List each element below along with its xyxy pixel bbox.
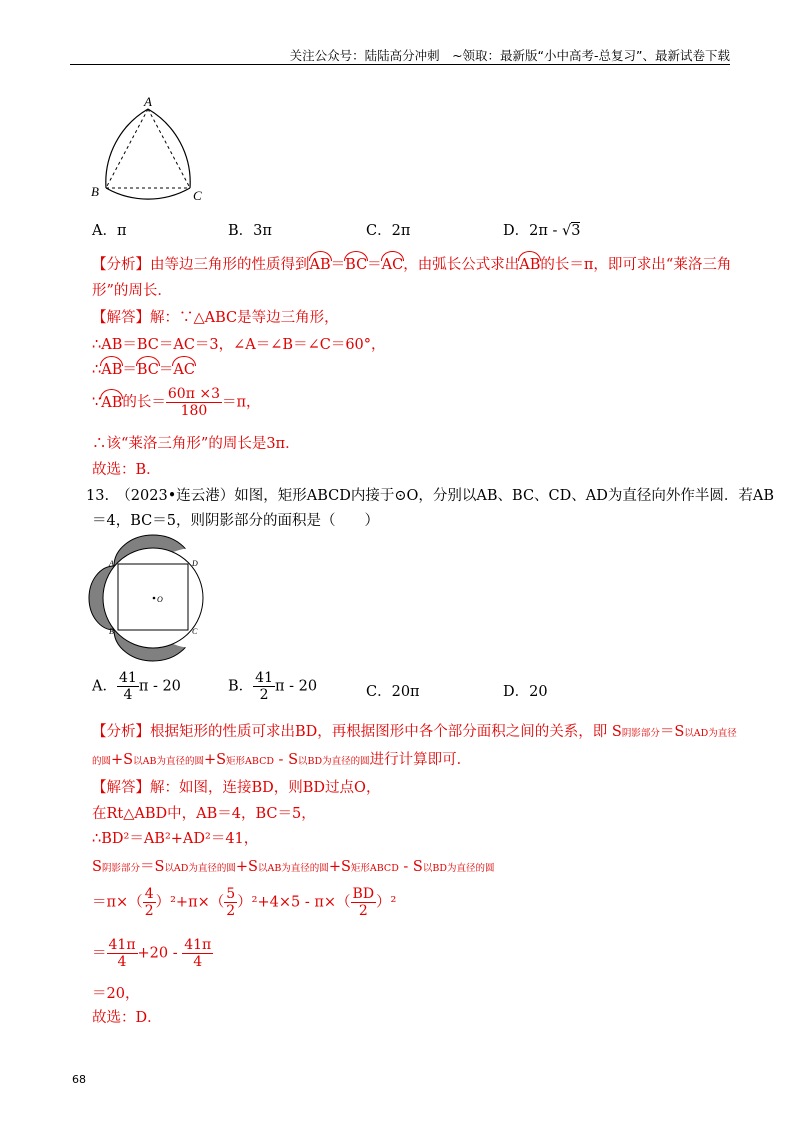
header-text: 关注公众号：陆陆高分冲刺 ~领取：最新版“小中高考-总复习”、最新试卷下载 — [289, 48, 730, 63]
solution-tag: 【解答】 — [92, 310, 150, 326]
q12-option-d: D．2π - √3 — [503, 223, 581, 239]
q12-analysis-line-1: 【分析】由等边三角形的性质得到AB＝BC＝AC，由弧长公式求出AB的长＝π，即可求出“莱洛三角 — [92, 251, 731, 274]
q13-choice: 故选：D． — [92, 1010, 162, 1026]
label-c: C — [192, 627, 198, 636]
q12-solution-line-4: ∵AB的长＝ $\frac{60\pi \times 3}{180}$ ＝π， — [92, 386, 261, 419]
q12-option-c: C．2π — [366, 223, 411, 239]
inscribed-rectangle-figure — [88, 532, 238, 662]
q12-option-d-root: 3 — [571, 223, 581, 239]
q13-result: ＝20， — [92, 986, 140, 1002]
page-header — [70, 46, 730, 65]
label-a: A — [109, 559, 114, 568]
q13-solution-line-1: 【解答】解：如图，连接BD，则BD过点O， — [92, 780, 381, 796]
analysis-tag: 【分析】 — [92, 257, 150, 273]
q12-option-a: A．π — [92, 223, 127, 239]
q13-stem-line-1: 13. （2023•连云港）如图，矩形ABCD内接于⊙O，分别以AB、BC、CD、AD为直径向外作半圆．若AB — [86, 488, 775, 504]
q13-solution-line-4: S阴影部分＝S以AD为直径的圆+S以AB为直径的圆+S矩形ABCD - S以BD为直径的圆 — [92, 859, 495, 875]
q12-choice: 故选：B． — [92, 462, 161, 478]
q13-stem-line-2: ＝4，BC＝5，则阴影部分的面积是（ ） — [92, 513, 379, 529]
label-c: C — [193, 188, 202, 203]
q12-solution-line-3: ∴AB＝BC＝AC — [92, 356, 195, 379]
q12-option-d-text: D．2π - — [503, 223, 562, 239]
label-b: B — [91, 184, 99, 199]
q13-option-c: C．20π — [366, 684, 420, 700]
q13-solution-line-2: 在Rt△ABD中，AB＝4，BC＝5， — [92, 806, 316, 822]
reuleaux-triangle-figure — [85, 92, 215, 204]
q13-solution-line-3: ∴BD²＝AB²+AD²＝41， — [92, 831, 259, 847]
q13-analysis-line-1: 【分析】根据矩形的性质可求出BD，再根据图形中各个部分面积之间的关系，即 S阴影部分＝S以AD为直径 — [92, 724, 737, 740]
q12-solution-line-5: ∴该“莱洛三角形”的周长是3π． — [92, 436, 300, 452]
q12-analysis-line-2: 形”的周长． — [92, 283, 172, 299]
label-a: A — [144, 94, 152, 109]
label-o: O — [157, 595, 163, 604]
label-d: D — [192, 559, 198, 568]
q13-calc-line-2: ＝ $\frac{41\pi}{4}$ +20 - $\frac{41\pi}{4}$ — [92, 937, 212, 970]
q13-option-d: D．20 — [503, 684, 548, 700]
q12-solution-line-2: ∴AB＝BC＝AC＝3，∠A＝∠B＝∠C＝60°， — [92, 337, 386, 353]
q13-calc-line: ＝π×（ $\frac{4}{2}$ ）²+π×（ $\frac{5}{2}$ ）²+4×5 - π×（ $\frac{BD}{2}$ ）² — [92, 886, 397, 919]
q13-analysis-line-2: 的圆+S以AB为直径的圆+S矩形ABCD - S以BD为直径的圆进行计算即可． — [92, 752, 472, 768]
q12-solution-line-1: 【解答】解：∵△ABC是等边三角形， — [92, 310, 339, 326]
page-number: 68 — [72, 1073, 86, 1086]
fraction: $\frac{60\pi \times 3}{180}$ — [167, 386, 220, 419]
q13-option-a: A． $\frac{41}{4}$ π - 20 — [92, 670, 181, 703]
q12-option-b: B．3π — [228, 223, 272, 239]
q13-option-b: B． $\frac{41}{2}$ π - 20 — [228, 670, 318, 703]
label-b: B — [109, 627, 114, 636]
